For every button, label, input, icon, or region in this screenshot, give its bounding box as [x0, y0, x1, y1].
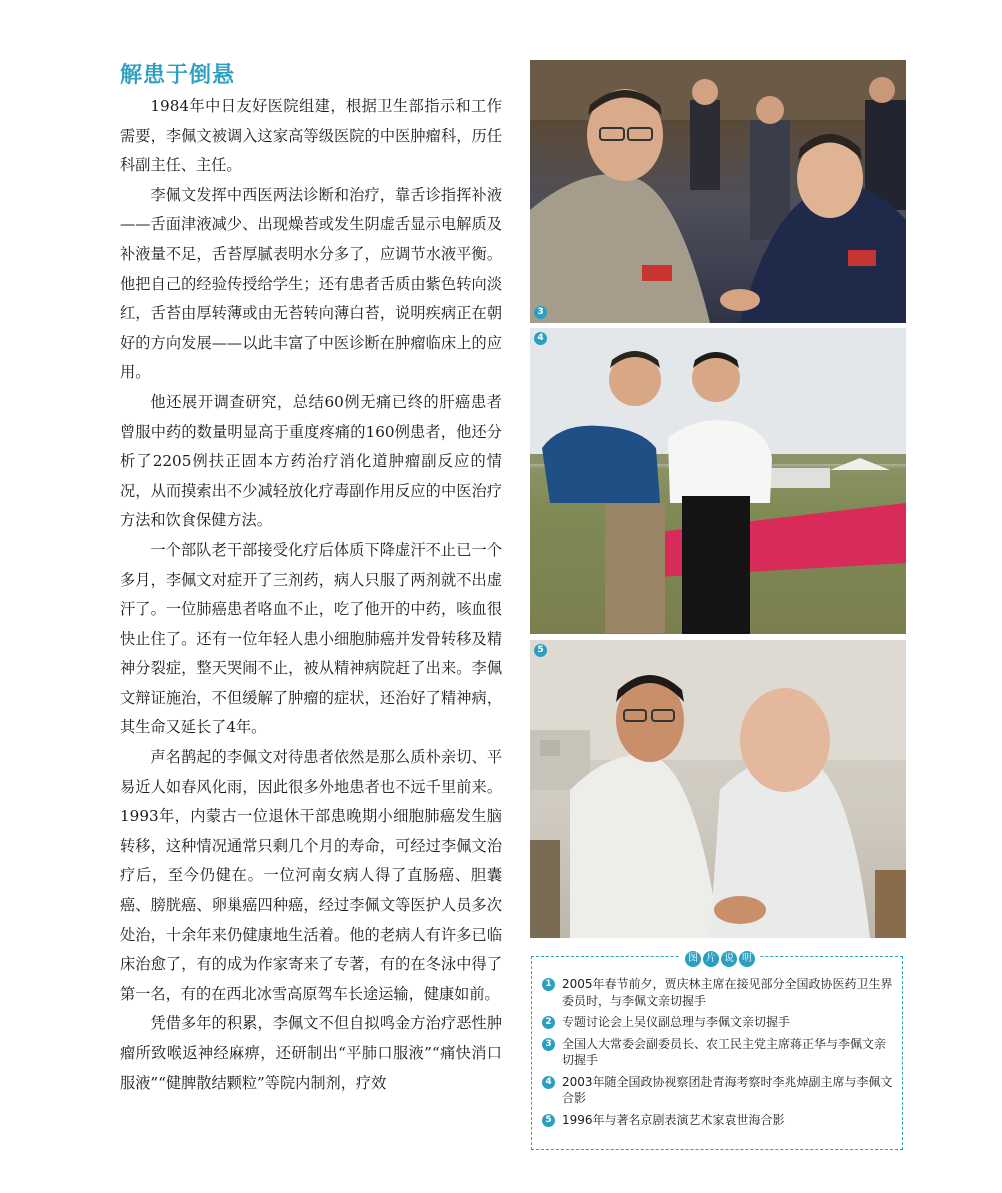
caption-title: [680, 946, 760, 966]
photo-illustration: [530, 328, 906, 634]
caption-number: 3: [542, 1038, 555, 1051]
caption-list: [542, 976, 894, 1133]
caption-text: 1996年与著名京剧表演艺术家袁世海合影: [562, 1112, 785, 1127]
photo-illustration: [530, 640, 906, 938]
paragraph: 他还展开调查研究，总结60例无痛已终的肝癌患者曾服中药的数量明显高于重度疼痛的160例患者，他还分析了2205例扶正固本方药治疗消化道肿瘤副反应的情况，从而摸索出不少减轻放化疗毒副作用反应的中医治疗方法和饮食保健方法。: [120, 392, 502, 530]
article-body: [120, 92, 502, 1098]
caption-item: [542, 1036, 894, 1069]
caption-title-char: 明: [739, 951, 755, 967]
caption-text: 2003年随全国政协视察团赴青海考察时李兆焯副主席与李佩文合影: [562, 1074, 893, 1105]
caption-item: [542, 1014, 894, 1031]
photo-outdoor-grassland: [530, 328, 906, 634]
caption-title-char: 说: [721, 951, 737, 967]
photo-number: 5: [534, 644, 547, 657]
section-heading: 解患于倒悬: [120, 63, 236, 88]
paragraph: 一个部队老干部接受化疗后体质下降虚汗不止已一个多月，李佩文对症开了三剂药，病人只服了两剂就不出虚汗了。一位肺癌患者咯血不止，吃了他开的中药，咳血很快止住了。还有一位年轻人患小细胞肺癌并发骨转移及精神分裂症，整天哭闹不止，被从精神病院赶了出来。李佩文辩证施治，不但缓解了肿瘤的症状，还治好了精神病，其生命又延长了4年。: [120, 540, 502, 737]
caption-number: 4: [542, 1076, 555, 1089]
photo-hospital-room: [530, 640, 906, 938]
caption-text: 全国人大常委会副委员长、农工民主党主席蒋正华与李佩文亲切握手: [562, 1036, 887, 1067]
caption-title-char: 图: [685, 951, 701, 967]
caption-text: 2005年春节前夕，贾庆林主席在接见部分全国政协医药卫生界委员时，与李佩文亲切握手: [562, 977, 893, 1008]
paragraph: 1984年中日友好医院组建，根据卫生部指示和工作需要，李佩文被调入这家高等级医院的中医肿瘤科，历任科副主任、主任。: [120, 97, 502, 175]
caption-item: [542, 976, 894, 1009]
paragraph: 凭借多年的积累，李佩文不但自拟鸣金方治疗恶性肿瘤所致喉返神经麻痹，还研制出“平肺口服液”“痛快消口服液”“健脾散结颗粒”等院内制剂，疗效: [120, 1014, 502, 1092]
photo-number: 3: [534, 306, 547, 319]
caption-item: [542, 1112, 894, 1129]
caption-number: 1: [542, 978, 555, 991]
caption-text: 专题讨论会上吴仪副总理与李佩文亲切握手: [562, 1015, 791, 1029]
photo-illustration: [530, 60, 906, 323]
paragraph: 李佩文发挥中西医两法诊断和治疗，靠舌诊指挥补液——舌面津液减少、出现燥苔或发生阴虚舌显示电解质及补液量不足，舌苔厚腻表明水分多了，应调节水液平衡。他把自己的经验传授给学生；还有患者舌质由紫色转向淡红，舌苔由厚转薄或由无苔转向薄白苔，说明疾病正在朝好的方向发展——以此丰富了中医诊断在肿瘤临床上的应用。: [120, 185, 502, 382]
paragraph: 声名鹊起的李佩文对待患者依然是那么质朴亲切、平易近人如春风化雨，因此很多外地患者也不远千里前来。1993年，内蒙古一位退休干部患晚期小细胞肺癌发生脑转移，这种情况通常只剩几个月的寿命，可经过李佩文治疗后，至今仍健在。一位河南女病人得了直肠癌、胆囊癌、膀胱癌、卵巢癌四种癌，经过李佩文等医护人员多次处治，十余年来仍健康地生活着。他的老病人有许多已临床治愈了，有的成为作家寄来了专著，有的在冬泳中得了第一名，有的在西北冰雪高原驾车长途运输，健康如前。: [120, 748, 502, 1003]
caption-number: 5: [542, 1114, 555, 1127]
photo-handshake-meeting: [530, 60, 906, 323]
caption-title-char: 片: [703, 951, 719, 967]
caption-item: [542, 1074, 894, 1107]
caption-number: 2: [542, 1016, 555, 1029]
photo-number: 4: [534, 332, 547, 345]
